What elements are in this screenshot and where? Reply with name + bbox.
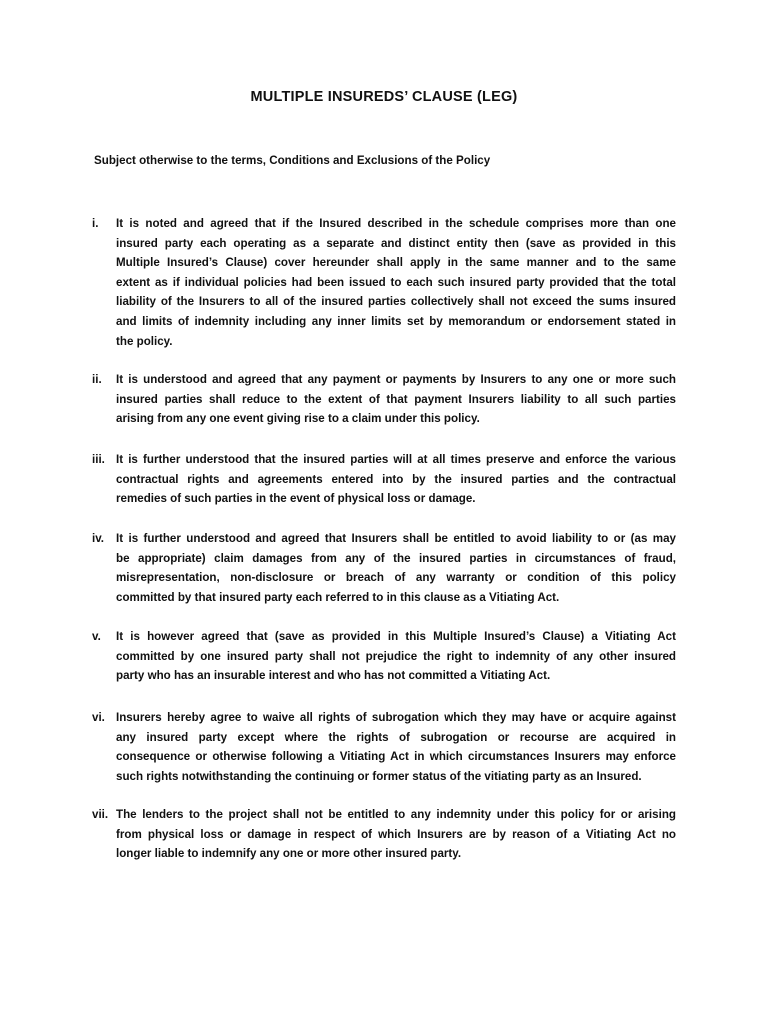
- clause-line: committed by one insured party shall not prejudice the right to indemnity of any other insured: [116, 649, 676, 663]
- document-title: MULTIPLE INSUREDS’ CLAUSE (LEG): [250, 89, 518, 105]
- clause-number: v.: [92, 630, 101, 643]
- clause-line: and limits of indemnity including any inner limits set by memorandum or endorsement stated in: [116, 314, 676, 328]
- clause-line: any insured party except where the rights of subrogation or recourse are acquired in: [116, 730, 676, 744]
- clause-number: vi.: [92, 711, 105, 724]
- clause-text: [116, 214, 676, 351]
- clause-number: iii.: [92, 453, 105, 466]
- clause-line: Multiple Insured’s Clause) cover hereunder shall apply in the same manner and to the same: [116, 256, 676, 270]
- clause-text: [116, 627, 676, 686]
- clause-line: insured parties shall reduce to the extent of that payment Insurers liability to all such parties: [116, 392, 676, 406]
- clause-text: [116, 370, 676, 429]
- clause-line: arising from any one event giving rise to a claim under this policy.: [116, 412, 480, 426]
- clause-line: committed by that insured party each referred to in this clause as a Vitiating Act.: [116, 590, 560, 604]
- clause-number: iv.: [92, 532, 105, 545]
- clause-line: misrepresentation, non-disclosure or breach of any warranty or condition of this policy: [116, 571, 676, 585]
- clause-line: Insurers hereby agree to waive all rights of subrogation which they may have or acquire against: [116, 711, 676, 724]
- clause-line: from physical loss or damage in respect of which Insurers are by reason of a Vitiating Act no: [116, 827, 676, 841]
- document-subtitle: Subject otherwise to the terms, Conditions and Exclusions of the Policy: [94, 154, 491, 167]
- clause-number: vii.: [92, 808, 109, 821]
- clause-line: contractual rights and agreements entered into by the insured parties and the contractual: [116, 472, 676, 486]
- clause-line: It is however agreed that (save as provided in this Multiple Insured’s Clause) a Vitiating Act: [116, 630, 676, 643]
- clause-line: insured party each operating as a separate and distinct entity then (save as provided in this: [116, 236, 676, 250]
- clause-line: It is further understood and agreed that Insurers shall be entitled to avoid liability to or (as may: [116, 532, 676, 545]
- clause-line: It is noted and agreed that if the Insured described in the schedule comprises more than one: [116, 217, 676, 230]
- clause-text: [116, 708, 676, 786]
- clause-line: such rights notwithstanding the continuing or former status of the vitiating party as an Insured.: [116, 769, 642, 783]
- clause-line: consequence or otherwise following a Vitiating Act in which circumstances Insurers may enforce: [116, 750, 676, 764]
- clause-number: ii.: [92, 373, 102, 386]
- clause-line: be appropriate) claim damages from any of the insured parties in circumstances of fraud,: [116, 551, 676, 565]
- clause-text: [116, 450, 676, 509]
- clause-text: [116, 805, 676, 864]
- clause-line: liability of the Insurers to all of the insured parties collectively shall not exceed the sums insured: [116, 295, 676, 309]
- clause-line: It is understood and agreed that any payment or payments by Insurers to any one or more such: [116, 373, 676, 386]
- clause-line: remedies of such parties in the event of physical loss or damage.: [116, 492, 476, 506]
- clause-number: i.: [92, 217, 99, 230]
- clause-line: longer liable to indemnify any one or more other insured party.: [116, 847, 462, 861]
- clause-line: party who has an insurable interest and who has not committed a Vitiating Act.: [116, 669, 551, 683]
- clause-line: It is further understood that the insured parties will at all times preserve and enforce the various: [116, 453, 676, 466]
- clause-line: The lenders to the project shall not be entitled to any indemnity under this policy for or arising: [116, 808, 676, 821]
- clause-line: the policy.: [116, 334, 173, 348]
- clause-text: [116, 529, 676, 607]
- clause-line: extent as if individual policies had been issued to each such insured party provided that the total: [116, 275, 676, 289]
